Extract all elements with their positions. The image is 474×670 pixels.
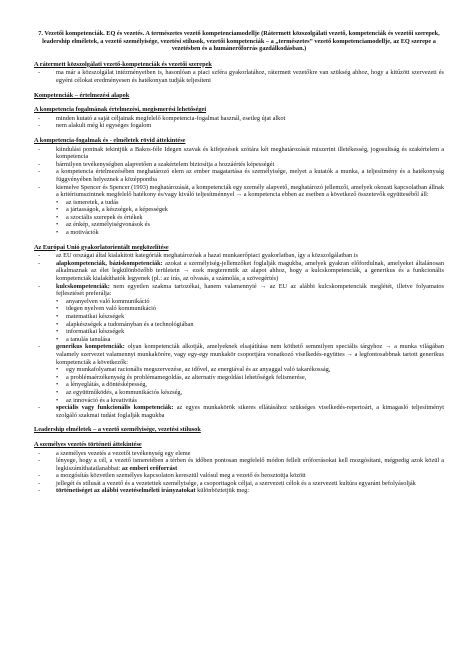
heading-text: A személyes vezetés történeti áttekintése [34, 440, 142, 448]
sub-list-item: • a szociális szerepek és értékek [34, 214, 444, 222]
heading-text: A rátermett közszolgálati vezető-kompetenciák és vezetői szerepek [34, 60, 212, 68]
list-item: - kiindulási pontnak tekintjük a Bakos-féle Idegen szavak és kifejezések szótára két meghatározását miszerint illetékesség, jogosultság és szakértelem a kompetencia [34, 146, 444, 161]
bullet-list [34, 115, 444, 130]
term: generikus kompetenciák: [56, 343, 125, 351]
sub-list-item: • az innováció és a kreativitás [34, 397, 444, 405]
heading-text: Leadership elméletek – a vezető személyisége, vezetési stílusok [34, 426, 201, 434]
sub-list-item: • alapkészségek a tudományban és a technológiában [34, 321, 444, 329]
sub-list-item: • az ismeretek, a tudás [34, 199, 444, 207]
bullet-list [34, 252, 444, 419]
bullet-list [34, 450, 444, 496]
list-item [34, 404, 444, 419]
sub-list-item: • idegen nyelven való kommunikáció [34, 305, 444, 313]
term: az emberi erőforrást [121, 464, 178, 472]
list-item: - jellegét és stílusát a vezető és a vezetettek személyisége, a csoporttagok céljai, a szervezeti célok és a szervezeti kultúra egyaránt befolyásolják [34, 480, 444, 488]
term: kulcskompetenciák: [56, 282, 110, 290]
list-item: - a kompetencia értelmezésében meghatározó elem az ember magatartása és személyisége, melyet a kutatók a munka, a teljesítmény és a hatékonyság függvényében helyeznek a középpontba [34, 168, 444, 183]
sub-list-item: • a tanulás tanulása [34, 336, 444, 344]
term: történetiséget az alábbi vezetéselméleti irányzatokat [56, 487, 196, 495]
sub-list-item: • a jártasságok, a készségek, a képességek [34, 206, 444, 214]
page-title [34, 30, 444, 53]
sub-list-item: • egy munkafolyamat racionális megszervezése, az idővel, az energiával és az anyaggal való takarékosság, [34, 366, 444, 374]
sub-list-item: • informatikai készségek [34, 328, 444, 336]
section-heading-attekintes [34, 137, 444, 145]
sub-list-item: • az énkép, személyiségvonások és [34, 221, 444, 229]
list-item: - ma már a közszolgálat intézményeiben is, hasonlóan a piaci szféra gyakorlatához, rátermett vezetőkre van szükség ahhoz, hogy a kitűzött szervezeti és egyéni célokat eredményesen és hatékonyan tudják teljesíteni [34, 69, 444, 84]
heading-text: A kompetencia fogalmának értelmezési, megismerési lehetőségei [34, 106, 207, 114]
definition: azokat a személyiség-jellemzőket foglalják magukba, amelyek gyakran előfordulnak, amelyeket általánosan alkalmaznak az élet legkülönbözőbb területein → ezek megteremtik az alapot ahhoz, hogy a kulcskompetenciák, a generikus és a funkcionális kompetenciák kialakíthatók legyenek (pl.: az írás, az olvasás, a számolás, a szövegértés) [56, 259, 444, 283]
list-item [34, 343, 444, 366]
list-item [34, 457, 444, 472]
sub-list-item: • matematikai készségek [34, 313, 444, 321]
list-item: - a mozgósítás közvetlen személyes kapcsolaton keresztül valósul meg a vezető és beosztottja között [34, 472, 444, 480]
sub-list-item: • a problémaérzékenység és problémamegoldás, az alternatív megoldási lehetőségek felismerése, [34, 374, 444, 382]
list-item [34, 487, 444, 495]
section-heading-szemelyes-vezetes [34, 441, 444, 449]
section-heading-kompetenciak [34, 92, 444, 100]
sub-list-item: • anyanyelven való kommunikáció [34, 298, 444, 306]
section-heading-eu [34, 244, 444, 252]
term: speciális vagy funkcionális kompetenciák: [56, 404, 174, 412]
section-heading-leadership [34, 426, 444, 434]
list-item: - a személyes vezetés a vezetői tevékenység egy eleme [34, 450, 444, 458]
heading-text: Az Európai Unió gyakorlatorientált megközelítése [34, 243, 169, 251]
list-item: - bármilyen tevékenységben alapvetően a szakértelem biztosítja a hozzáértés képességét [34, 161, 444, 169]
document-page [34, 30, 444, 495]
list-item [34, 283, 444, 298]
bullet-list [34, 69, 444, 84]
section-heading-ratermett [34, 61, 444, 69]
bullet-list [34, 146, 444, 237]
list-item: - minden kutató a saját céljainak megfelelő kompetencia-fogalmat használ, esetleg újat alkot [34, 115, 444, 123]
definition: az egyes munkakörök sikeres ellátásához szükséges viselkedés-repertoárt, a kimagasló teljesítményt szolgáló szakmai tudást foglalják magukba [56, 404, 444, 419]
section-heading-fogalom [34, 106, 444, 114]
text: lényege, hogy a cél, a vezető ismeretében a térben és időben pontosan megfelelő módon fellelt erőforrásokat kell mozgósítani, mégpedig azok közül a legkiszámíthatatlanabbat: [56, 457, 444, 472]
term: alapkompetenciák, báziskompetenciák: [56, 259, 163, 267]
definition: olyan kompetenciák alkotják, amelyeknek elsajátítása nem köthető semmilyen speciális tárgyhoz → a munka világában valamely szervezet valamennyi munkakörére, vagy egy-egy munkakör csoportjára vonatkozó viselkedés-együttes → a legfontosabbnak tartott generikus kompetenciák a következők: [56, 343, 444, 366]
sub-list-item: • a motivációk [34, 229, 444, 237]
title-text: 7. Vezetői kompetenciák. EQ és vezetés. A természetes vezető kompetenciamodellje (Rátermett közszolgálati vezető, kompetenciák és vezetői szerepek, leadership elméletek, a vezető személyisége, vezetési stílusok, vezetői kompetenciák – a „természetes” vezető kompetenciamodellje, az EQ szerepe a vezetésben és a humánerőforrás gazdálkodásban.) [38, 30, 440, 53]
sub-list-item: • a lényeglátás, a döntésképesség, [34, 381, 444, 389]
list-item [34, 260, 444, 283]
text: különböztetjük meg: [195, 487, 250, 495]
list-item: - nem alakult még ki egységes fogalom [34, 122, 444, 130]
heading-text: Kompetenciák – értelmezési alapok [34, 91, 130, 99]
list-item: - kiemelve Spencer és Spencer (1993) meghatározását, a kompetenciák egy személy alapvető, meghatározó jellemzői, amelyek okozati kapcsolatban állnak a kritériumszintnek megfelelő hatékony és/vagy kiváló teljesítménnyel → a kompetencia ebben az esetben a következő összetevők együtteséből áll: [34, 184, 444, 199]
definition: nem egyetlen szakma tartozékai, hanem valamennyié → az EU az alábbi kulcskompetenciák meglétét, illetve folyamatos fejlesztését preferálja: [56, 282, 444, 298]
sub-list-item: • az együttműködés, a kommunikációs készség, [34, 389, 444, 397]
heading-text: A kompetencia-fogalmak és - elméletek rövid áttekintése [34, 136, 186, 144]
list-item: - az EU országai által kialakított kategóriák meghatározóak a hazai munkaerőpiaci gyakorlatban, így a közszolgálatban is [34, 252, 444, 260]
